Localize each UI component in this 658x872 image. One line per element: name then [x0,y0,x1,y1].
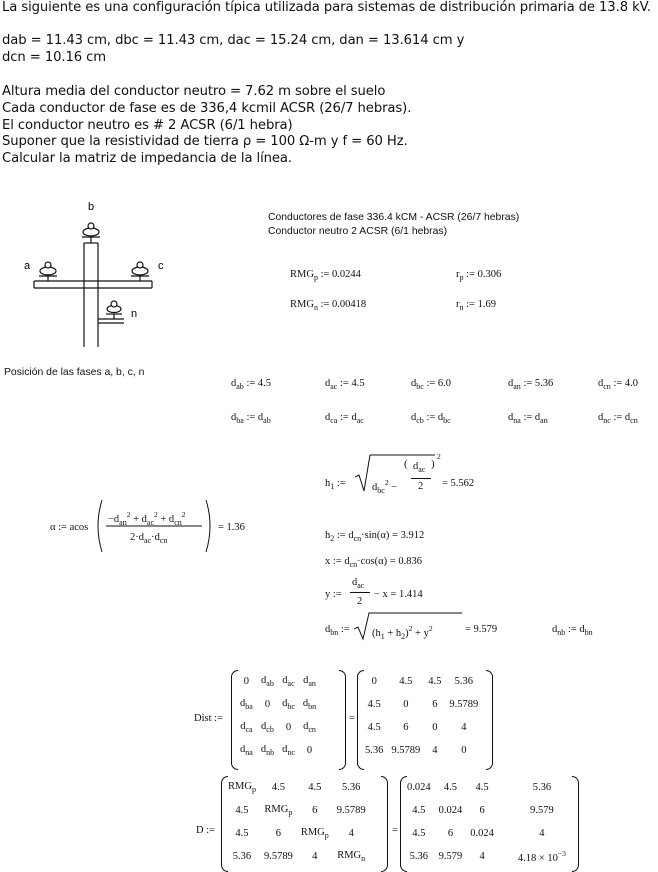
h1-frac-bar [411,478,431,479]
h1-body: $d_{bc}^2$ − [372,478,398,495]
y-frac-den: 2 [357,596,363,607]
phase-conductor-text: Conductores de fase 336.4 kCM - ACSR (26/7 hebras) [268,212,520,223]
h2-def: $h_2$ := $d_{cn}\cdot\sin(\alpha) = 3.912$ [325,530,425,543]
dist-sym-paren-r [339,670,346,770]
y-frac-num: $d_{ac}$ [352,577,365,590]
d-num-paren-r [572,776,579,872]
label-b: b [88,201,95,213]
h1-result: = 5.562 [442,478,475,489]
dan-def: $d_{an}$ := 5.36 [508,378,554,391]
alpha-den: $2\cdot d_{ac}\cdot d_{cn}$ [130,532,168,545]
dist-equals: = [349,713,355,724]
dcn-def: $d_{cn}$ := 4.0 [598,378,639,391]
alpha-result: = 1.36 [218,522,245,533]
dac-def: $d_{ac}$ := 4.5 [325,378,365,391]
dbn-result: = 9.579 [465,624,498,635]
pole-diagram [20,197,180,347]
h1-frac-den: 2 [418,481,424,492]
y-result: − x = 1.414 [374,589,423,600]
alpha-lhs: α := acos [50,522,89,533]
insulator-b-icon [82,223,100,243]
intro-line-8: Calcular la matriz de impedancia de la línea. [2,151,293,166]
dnc-def: $d_{nc}$ := $d_{cn}$ [598,412,638,425]
dca-def: $d_{ca}$ := $d_{ac}$ [325,412,364,425]
label-a: a [24,260,31,272]
rmgn-def: $RMG_n$ := 0.00418 [290,299,367,312]
intro-line-6: El conductor neutro es # 2 ACSR (6/1 hebra) [2,118,293,133]
positions-label: Posición de las fases a, b, c, n [4,367,145,378]
dna-def: $d_{na}$ := $d_{an}$ [508,412,548,425]
h1-frac-num: $d_{ac}$ [413,461,426,474]
insulator-c-icon [131,262,149,281]
dab-def: $d_{ab}$ := 4.5 [231,378,272,391]
h1-paren-close: ) [431,458,435,470]
rmgp-def: $RMG_p$ := 0.0244 [290,269,361,282]
insulator-n-icon [106,301,122,319]
h1-def: $h_1$ := [325,478,346,491]
dcb-def: $d_{cb}$ := $d_{bc}$ [411,412,451,425]
intro-line-1: La siguiente es una configuración típica utilizada para sistemas de distribución primaria de 13.8 kV. [2,0,651,15]
dist-numeric-matrix: 0 4.5 4.5 5.36 4.5 0 6 9.5789 4.5 6 0 4 5.36 9.5789 4 0 [365,676,479,756]
dbn-lhs: $d_{bn}$ := [325,624,350,637]
y-frac-bar [350,592,370,593]
dbc-def: $d_{bc}$ := 6.0 [411,378,452,391]
dbn-body: $(h_1 + h_2)^2 + y^2$ [372,624,433,641]
label-c: c [158,260,164,272]
dist-lhs: Dist := [194,713,223,724]
dist-num-paren-r [486,670,493,770]
dba-def: $d_{ba}$ := $d_{ab}$ [231,412,271,425]
neutral-conductor-text: Conductor neutro 2 ACSR (6/1 hebras) [268,226,448,237]
h1-exp: 2 [437,452,441,461]
rp-def: $r_p$ := 0.306 [456,269,502,282]
intro-line-4: Altura media del conductor neutro = 7.62 m sobre el suelo [2,84,386,99]
alpha-num: $-d_{an}^2 + d_{ac}^2 + d_{cn}^2$ [108,510,186,527]
d-lhs: D := [196,825,216,836]
intro-line-3: dcn = 10.16 cm [2,50,107,65]
dist-symbolic-matrix: 0 $d_{ab}$ $d_{ac}$ $d_{an}$ $d_{ba}$ 0 $d_{bc}$ $d_{bn}$ $d_{ca}$ $d_{cb}$ 0 $d_{cn}$ $d_{na}$ $d_{nb}$ $d_{nc}$ 0 [240,675,317,757]
intro-line-5: Cada conductor de fase es de 336,4 kcmil ACSR (26/7 hebras). [2,101,412,116]
intro-line-7: Suponer que la resistividad de tierra ρ = 100 Ω-m y f = 60 Hz. [2,134,408,149]
d-equals: = [392,825,398,836]
rn-def: $r_n$ := 1.69 [456,299,496,312]
label-n: n [131,308,138,320]
y-def-lhs: y := [325,589,342,600]
d-numeric-matrix: 0.024 4.5 4.5 5.36 4.5 0.024 6 9.579 4.5 6 0.024 4 5.36 9.579 4 $4.18 \times 10^{-3}$ [407,782,566,864]
d-symbolic-matrix: $RMG_p$ 4.5 4.5 5.36 4.5 $RMG_p$ 6 9.5789 4.5 6 $RMG_p$ 4 5.36 9.5789 4 $RMG_n$ [228,781,366,863]
h1-paren: ( [404,458,408,470]
d-sym-paren-r [381,776,388,872]
insulator-a-icon [39,262,57,281]
x-def: x := $d_{cn}\cdot\cos(\alpha) = 0.836$ [325,556,422,569]
dnb-def: $d_{nb}$ := $d_{bn}$ [552,624,593,637]
intro-line-2: dab = 11.43 cm, dbc = 11.43 cm, dac = 15.24 cm, dan = 13.614 cm y [2,33,465,48]
alpha-parens [94,498,214,556]
